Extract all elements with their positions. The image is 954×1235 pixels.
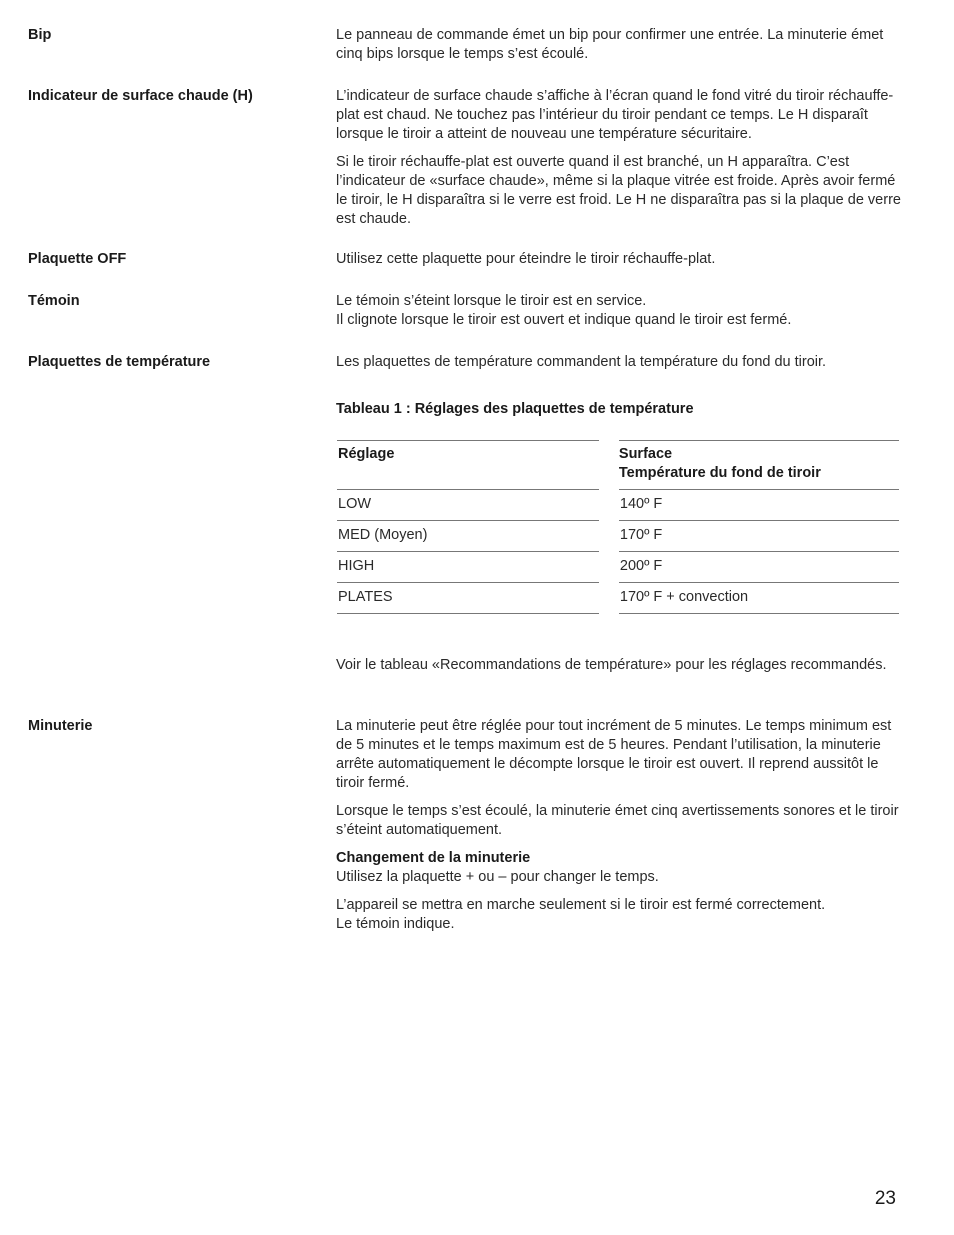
bip-text: Le panneau de commande émet un bip pour confirmer une entrée. La minuterie émet cinq bips lorsque le temps s’est écoulé. xyxy=(336,27,884,62)
temperature-settings-table xyxy=(337,440,899,614)
minuterie-change-block xyxy=(336,849,902,887)
section-body-bip xyxy=(336,26,902,64)
temoin-line-1: Le témoin s’éteint lorsque le tiroir est en service. xyxy=(336,293,647,309)
table-cell-temp: 170º F xyxy=(619,521,899,552)
table-caption: Tableau 1 : Réglages des plaquettes de température xyxy=(336,401,694,417)
temperature-after-table-text: Voir le tableau «Recommandations de température» pour les réglages recommandés. xyxy=(336,657,887,673)
surface-paragraph-2: Si le tiroir réchauffe-plat est ouverte quand il est branché, un H apparaîtra. C’est l’indicateur de «surface chaude», même si la plaque vitrée est froide. Après avoir fermé le tiroir, le H disparaîtra si le verre est froid. Le H ne disparaîtra pas si la plaque de verre est chaude. xyxy=(336,154,901,227)
section-body-plaquette-off xyxy=(336,250,902,269)
table-cell-gap xyxy=(599,552,619,583)
section-label-bip: Bip xyxy=(28,27,52,43)
table-cell-temp: 140º F xyxy=(619,490,899,521)
temperature-after-table xyxy=(336,656,902,675)
table-cell-setting: PLATES xyxy=(337,583,599,614)
table-cell-setting: MED (Moyen) xyxy=(337,521,599,552)
table-header-setting: Réglage xyxy=(337,441,599,490)
section-body-temperature xyxy=(336,353,902,372)
table-header-gap xyxy=(599,441,619,490)
section-body-temoin xyxy=(336,292,902,330)
temoin-line-2: Il clignote lorsque le tiroir est ouvert et indique quand le tiroir est fermé. xyxy=(336,312,792,328)
table-cell-temp: 170º F + convection xyxy=(619,583,899,614)
section-label-minuterie: Minuterie xyxy=(28,718,93,734)
table-cell-gap xyxy=(599,583,619,614)
table-header-row xyxy=(337,441,899,490)
page-number: 23 xyxy=(874,1188,896,1209)
temperature-text: Les plaquettes de température commandent la température du fond du tiroir. xyxy=(336,354,827,370)
minuterie-subhead: Changement de la minuterie xyxy=(336,850,531,866)
section-body-minuterie xyxy=(336,717,902,934)
table-row xyxy=(337,552,899,583)
minuterie-paragraph-4-line-2: Le témoin indique. xyxy=(336,916,455,932)
section-label-surface-chaude: Indicateur de surface chaude (H) xyxy=(28,88,253,104)
off-text: Utilisez cette plaquette pour éteindre le tiroir réchauffe-plat. xyxy=(336,251,716,267)
minuterie-paragraph-4-line-1: L’appareil se mettra en marche seulement si le tiroir est fermé correctement. xyxy=(336,897,826,913)
table-cell-gap xyxy=(599,490,619,521)
table-cell-temp: 200º F xyxy=(619,552,899,583)
minuterie-paragraph-1: La minuterie peut être réglée pour tout incrément de 5 minutes. Le temps minimum est de 5 minutes et le temps maximum est de 5 heures. Pendant l’utilisation, la minuterie arrête automatiquement le décompte lorsque le tiroir est ouvert. Il reprend aussitôt le tiroir fermé. xyxy=(336,718,892,791)
minuterie-paragraph-3: Utilisez la plaquette + ou – pour changer le temps. xyxy=(336,869,659,885)
table-cell-setting: HIGH xyxy=(337,552,599,583)
section-label-plaquette-off: Plaquette OFF xyxy=(28,251,127,267)
table-row xyxy=(337,490,899,521)
table-cell-setting: LOW xyxy=(337,490,599,521)
section-label-temperature: Plaquettes de température xyxy=(28,354,211,370)
table-header-surface xyxy=(619,441,899,490)
minuterie-paragraph-2: Lorsque le temps s’est écoulé, la minuterie émet cinq avertissements sonores et le tiroir s’éteint automatiquement. xyxy=(336,803,899,838)
table-header-surface-line-1: Surface xyxy=(618,446,673,462)
section-label-temoin: Témoin xyxy=(28,293,80,309)
minuterie-paragraph-4 xyxy=(336,896,902,934)
table-row xyxy=(337,583,899,614)
section-body-surface-chaude xyxy=(336,87,902,229)
surface-paragraph-1: L’indicateur de surface chaude s’affiche à l’écran quand le fond vitré du tiroir réchauffe-plat est chaud. Ne touchez pas l’intérieur du tiroir pendant ce temps. Le H disparaît lorsque le tiroir a atteint de nouveau une température sécuritaire. xyxy=(336,88,894,142)
table-row xyxy=(337,521,899,552)
table-header-surface-line-2: Température du fond de tiroir xyxy=(618,465,821,481)
table-cell-gap xyxy=(599,521,619,552)
